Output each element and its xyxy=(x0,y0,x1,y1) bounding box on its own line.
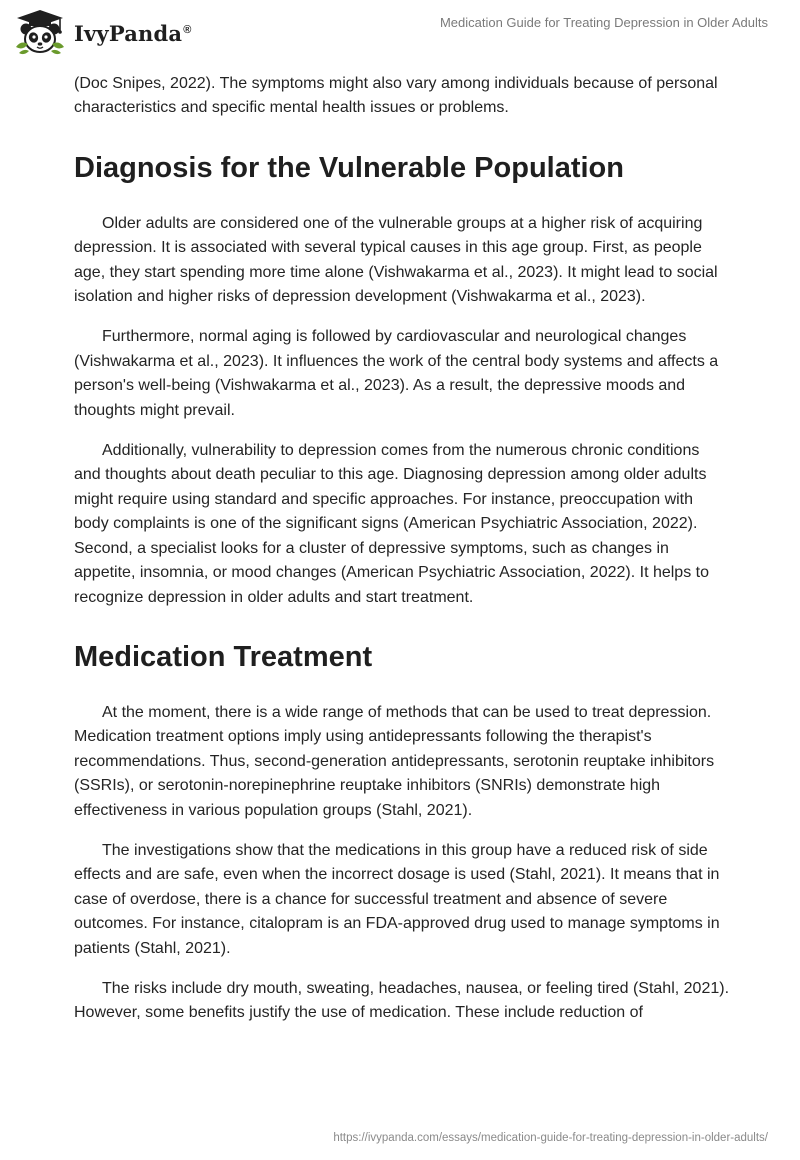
paragraph: Additionally, vulnerability to depression comes from the numerous chronic conditions and thoughts about death peculiar to this age. Diagnosing depression among older adults might require using standard and specific approaches. For instance, preoccupation with body complaints is one of the significant signs (American Psychiatric Association, 2022). Second, a specialist looks for a cluster of depressive symptoms, such as changes in appetite, insomnia, or mood changes (American Psychiatric Association, 2022). It helps to recognize depression in older adults and start treatment. xyxy=(74,442,709,606)
document-title: Medication Guide for Treating Depression in Older Adults xyxy=(439,15,768,30)
paragraph: The investigations show that the medications in this group have a reduced risk of side effects and are safe, even when the incorrect dosage is used (Stahl, 2021). It means that in case of overdose, there is a chance for successful treatment and absence of severe outcomes. For instance, citalopram is an FDA-approved drug used to manage symptoms in patients (Stahl, 2021). xyxy=(74,841,720,957)
registered-mark: ® xyxy=(183,23,192,36)
paragraph: Furthermore, normal aging is followed by cardiovascular and neurological changes (Vishwakarma et al., 2023). It influences the work of the central body systems and affects a person's well-being (Vishwakarma et al., 2023). As a result, the depressive moods and thoughts might prevail. xyxy=(74,328,719,419)
page-header xyxy=(0,0,800,60)
paragraph: (Doc Snipes, 2022). The symptoms might also vary among individuals because of personal characteristics and specific mental health issues or problems. xyxy=(74,75,718,117)
section-heading-diagnosis: Diagnosis for the Vulnerable Population xyxy=(74,151,624,184)
ivypanda-logo[interactable] xyxy=(14,9,192,55)
logo-wordmark: IvyPanda® xyxy=(74,20,192,46)
section-heading-medication: Medication Treatment xyxy=(74,640,373,673)
essay-body xyxy=(74,72,730,1042)
source-url[interactable]: https://ivypanda.com/essays/medication-guide-for-treating-depression-in-older-adults/ xyxy=(333,1132,768,1144)
paragraph: The risks include dry mouth, sweating, headaches, nausea, or feeling tired (Stahl, 2021). However, some benefits justify the use of medication. These include reduction of xyxy=(74,979,730,1022)
paragraph: At the moment, there is a wide range of methods that can be used to treat depression. Medication treatment options imply using antidepressants following the therapist's recommendations. Thus, second-generation antidepressants, serotonin reuptake inhibitors (SSRIs), or serotonin-norepinephrine reuptake inhibitors (SNRIs) demonstrate high effectiveness in various population groups (Stahl, 2021). xyxy=(74,703,715,819)
paragraph: Older adults are considered one of the vulnerable groups at a higher risk of acquiring depression. It is associated with several typical causes in this age group. First, as people age, they start spending more time alone (Vishwakarma et al., 2023). It might lead to social isolation and higher risks of depression development (Vishwakarma et al., 2023). xyxy=(74,214,718,306)
panda-graduate-logo-icon xyxy=(14,9,66,55)
